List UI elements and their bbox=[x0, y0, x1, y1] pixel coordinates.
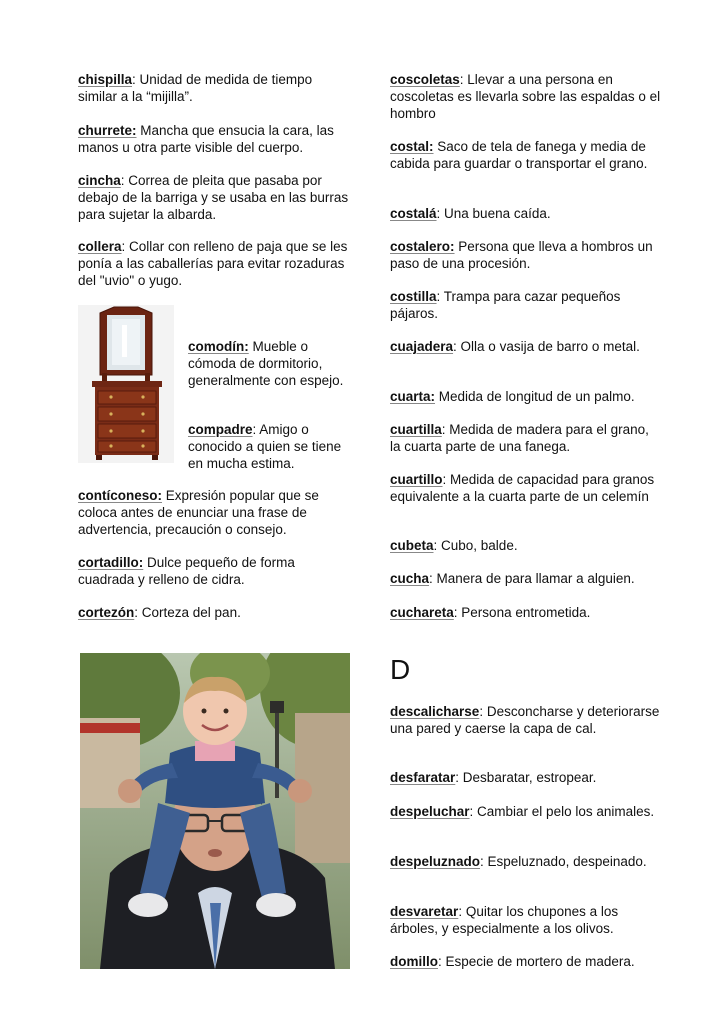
entry-definition: : Especie de mortero de madera. bbox=[438, 954, 635, 969]
entry-definition: : Cambiar el pelo los animales. bbox=[469, 804, 655, 819]
entry-cubeta bbox=[390, 537, 662, 554]
entry-term: costalá bbox=[390, 206, 437, 221]
entry-term: cincha bbox=[78, 173, 121, 188]
entry-conticoneso bbox=[78, 487, 353, 538]
entry-definition: Medida de longitud de un palmo. bbox=[435, 389, 635, 404]
coscoletas-photo bbox=[80, 653, 350, 969]
entry-comodin bbox=[188, 338, 346, 389]
entry-definition: : Manera de para llamar a alguien. bbox=[429, 571, 635, 586]
entry-cuartillo bbox=[390, 471, 662, 505]
entry-cucha bbox=[390, 570, 662, 587]
entry-desvaretar bbox=[390, 903, 662, 937]
entry-term: collera bbox=[78, 239, 122, 254]
entry-definition: : Trampa para cazar pequeños pájaros. bbox=[390, 289, 621, 321]
entry-definition: : Medida de capacidad para granos equivalente a la cuarta parte de un celemín bbox=[390, 472, 655, 504]
entry-term: churrete: bbox=[78, 123, 137, 138]
entry-term: costal: bbox=[390, 139, 434, 154]
entry-costal bbox=[390, 138, 662, 172]
entry-definition: Dulce pequeño de forma cuadrada y relleno de cidra. bbox=[78, 555, 295, 587]
entry-term: cortadillo: bbox=[78, 555, 144, 570]
entry-term: desfaratar bbox=[390, 770, 456, 785]
entry-desfaratar bbox=[390, 769, 662, 786]
entry-costalero bbox=[390, 238, 662, 272]
entry-term: despeluznado bbox=[390, 854, 481, 869]
entry-cortadillo bbox=[78, 554, 353, 588]
entry-costilla bbox=[390, 288, 662, 322]
entry-definition: : Amigo o conocido a quien se tiene en mucha estima. bbox=[188, 422, 342, 471]
entry-term: domillo bbox=[390, 954, 438, 969]
entry-definition: Expresión popular que se coloca antes de enunciar una frase de advertencia, precaución o consejo. bbox=[78, 488, 319, 537]
entry-chispilla bbox=[78, 71, 353, 105]
entry-term: desvaretar bbox=[390, 904, 459, 919]
entry-definition: : Unidad de medida de tiempo similar a la “mijilla”. bbox=[78, 72, 313, 104]
entry-definition: Mancha que ensucia la cara, las manos u otra parte visible del cuerpo. bbox=[78, 123, 334, 155]
entry-definition: Mueble o cómoda de dormitorio, generalmente con espejo. bbox=[188, 339, 344, 388]
entry-definition: Persona que lleva a hombros un paso de una procesión. bbox=[390, 239, 653, 271]
entry-definition: : Desbaratar, estropear. bbox=[455, 770, 597, 785]
entry-despeluznado bbox=[390, 853, 662, 870]
entry-definition: : Una buena caída. bbox=[436, 206, 551, 221]
entry-definition: : Medida de madera para el grano, la cuarta parte de una fanega. bbox=[390, 422, 649, 454]
entry-definition: : Persona entrometida. bbox=[453, 605, 591, 620]
entry-term: cuchareta bbox=[390, 605, 454, 620]
entry-cuchareta bbox=[390, 604, 662, 621]
entry-definition: : Correa de pleita que pasaba por debajo de la barriga y se usaba en las burras para sujetar la albarda. bbox=[78, 173, 349, 222]
entry-term: compadre bbox=[188, 422, 253, 437]
entry-cincha bbox=[78, 172, 353, 223]
entry-term: cuajadera bbox=[390, 339, 454, 354]
entry-definition: : Olla o vasija de barro o metal. bbox=[453, 339, 640, 354]
entry-term: coscoletas bbox=[390, 72, 460, 87]
entry-definition: : Cubo, balde. bbox=[433, 538, 518, 553]
entry-cuarta bbox=[390, 388, 662, 405]
entry-cuartilla bbox=[390, 421, 662, 455]
entry-churrete bbox=[78, 122, 353, 156]
entry-collera bbox=[78, 238, 353, 289]
entry-term: cuartillo bbox=[390, 472, 443, 487]
entry-definition: : Llevar a una persona en coscoletas es llevarla sobre las espaldas o el hombro bbox=[390, 72, 661, 121]
entry-term: cortezón bbox=[78, 605, 135, 620]
entry-cuajadera bbox=[390, 338, 662, 355]
entry-term: despeluchar bbox=[390, 804, 470, 819]
entry-term: cuarta: bbox=[390, 389, 436, 404]
entry-definition: : Desconcharse y deteriorarse una pared y caerse la capa de cal. bbox=[390, 704, 660, 736]
entry-definition: : Corteza del pan. bbox=[134, 605, 241, 620]
entry-despeluchar bbox=[390, 803, 662, 820]
entry-definition: : Collar con relleno de paja que se les ponía a las caballerías para evitar rozaduras del "uvio" o yugo. bbox=[78, 239, 348, 288]
entry-term: descalicharse bbox=[390, 704, 480, 719]
section-letter-heading: D bbox=[390, 654, 411, 685]
entry-term: cucha bbox=[390, 571, 430, 586]
entry-definition: : Quitar los chupones a los árboles, y especialmente a los olivos. bbox=[390, 904, 619, 936]
entry-term: cuartilla bbox=[390, 422, 442, 437]
entry-costala bbox=[390, 205, 662, 222]
entry-term: comodín: bbox=[188, 339, 249, 354]
entry-definition: : Espeluznado, despeinado. bbox=[480, 854, 647, 869]
entry-coscoletas bbox=[390, 71, 662, 122]
dresser-drawing bbox=[78, 305, 174, 463]
entry-descalicharse bbox=[390, 703, 662, 737]
entry-term: contíconeso: bbox=[78, 488, 163, 503]
entry-definition: Saco de tela de fanega y media de cabida para guardar o transportar el grano. bbox=[390, 139, 648, 171]
photo-drawing bbox=[80, 653, 350, 969]
entry-compadre bbox=[188, 421, 346, 472]
entry-term: costilla bbox=[390, 289, 437, 304]
entry-cortezon bbox=[78, 604, 353, 621]
entry-term: cubeta bbox=[390, 538, 434, 553]
entry-domillo bbox=[390, 953, 662, 970]
dresser-image bbox=[78, 305, 174, 463]
entry-term: chispilla bbox=[78, 72, 133, 87]
entry-term: costalero: bbox=[390, 239, 455, 254]
